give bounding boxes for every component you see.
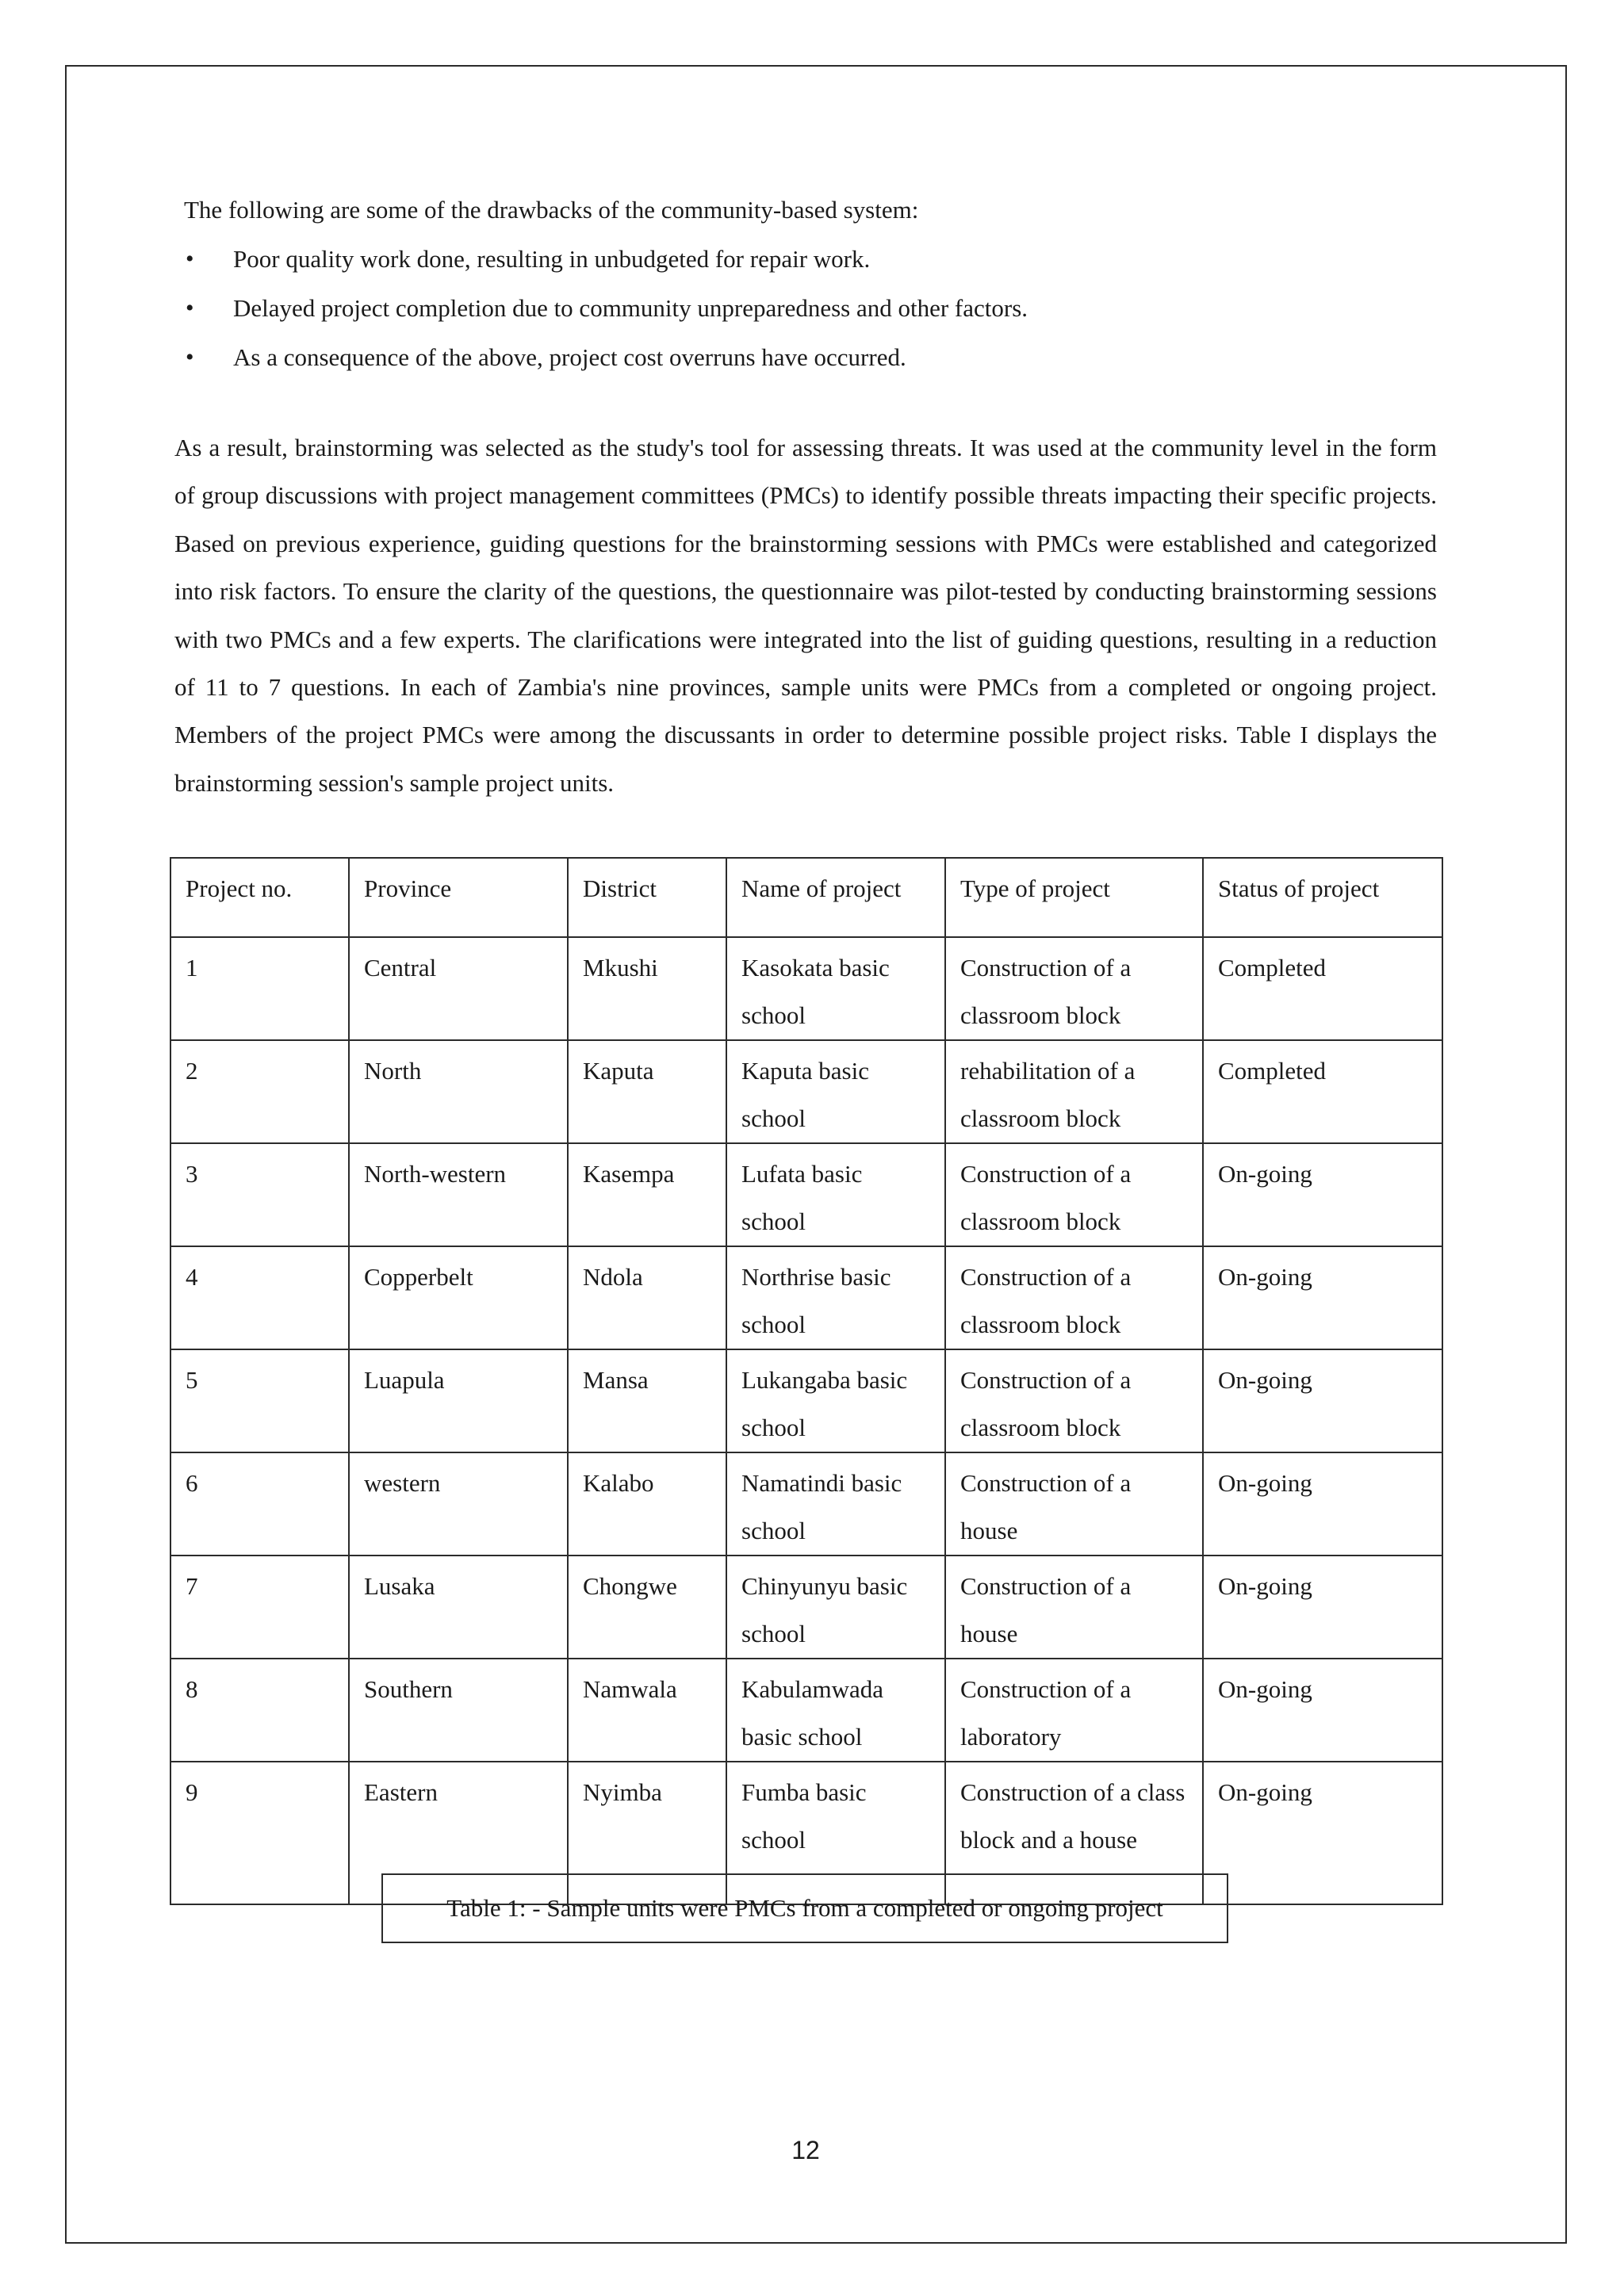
table-row: [170, 937, 1442, 1040]
cell-district: Nyimba: [568, 1762, 726, 1904]
cell-type-of-project: Construction of a classroom block: [945, 937, 1203, 1040]
cell-type-of-project: Construction of a classroom block: [945, 1349, 1203, 1452]
list-item-text: As a consequence of the above, project cost overruns have occurred.: [233, 343, 906, 371]
cell-status-of-project: Completed: [1203, 1040, 1442, 1143]
cell-district: Kalabo: [568, 1452, 726, 1556]
cell-name-of-project: Namatindi basic school: [726, 1452, 945, 1556]
cell-province: Luapula: [349, 1349, 568, 1452]
list-item: [184, 342, 1437, 391]
page-number: 12: [791, 2136, 820, 2164]
table-header-row: [170, 858, 1442, 937]
header-province: Province: [349, 858, 568, 937]
list-item-text: Delayed project completion due to community unpreparedness and other factors.: [233, 294, 1028, 322]
cell-project-no: 2: [170, 1040, 349, 1143]
cell-status-of-project: On-going: [1203, 1143, 1442, 1246]
cell-status-of-project: On-going: [1203, 1762, 1442, 1904]
table-caption: Table 1: - Sample units were PMCs from a completed or ongoing project: [381, 1873, 1228, 1943]
table-row: [170, 1556, 1442, 1659]
table-row: [170, 1143, 1442, 1246]
cell-project-no: 3: [170, 1143, 349, 1246]
cell-type-of-project: Construction of a class block and a house: [945, 1762, 1203, 1904]
list-item: [184, 243, 1437, 293]
bullet-icon: •: [186, 246, 194, 272]
table-row: [170, 1349, 1442, 1452]
cell-province: North: [349, 1040, 568, 1143]
table-row: [170, 1040, 1442, 1143]
cell-district: Chongwe: [568, 1556, 726, 1659]
body-paragraph: As a result, brainstorming was selected as the study's tool for assessing threats. It was used at the community level in the form of group discussions with project management committees (PMCs) to identify possible threats impacting their specific projects. Based on previous experience, guiding questions for the brainstorming sessions with PMCs were established and categorized into risk factors. To ensure the clarity of the questions, the questionnaire was pilot-tested by conducting brainstorming sessions with two PMCs and a few experts. The clarifications were integrated into the list of guiding questions, resulting in a reduction of 11 to 7 questions. In each of Zambia's nine provinces, sample units were PMCs from a completed or ongoing project. Members of the project PMCs were among the discussants in order to determine possible project risks. Table I displays the brainstorming session's sample project units.: [174, 434, 1437, 797]
list-item: [184, 293, 1437, 342]
cell-district: Namwala: [568, 1659, 726, 1762]
intro-text: The following are some of the drawbacks of the community-based system:: [184, 196, 919, 224]
bullet-icon: •: [186, 344, 194, 370]
table-row: [170, 1246, 1442, 1349]
cell-type-of-project: Construction of a house: [945, 1556, 1203, 1659]
cell-name-of-project: Kaputa basic school: [726, 1040, 945, 1143]
header-district: District: [568, 858, 726, 937]
cell-project-no: 6: [170, 1452, 349, 1556]
cell-type-of-project: Construction of a house: [945, 1452, 1203, 1556]
cell-status-of-project: On-going: [1203, 1349, 1442, 1452]
list-item-text: Poor quality work done, resulting in unbudgeted for repair work.: [233, 245, 871, 273]
cell-project-no: 8: [170, 1659, 349, 1762]
table-row: [170, 1452, 1442, 1556]
cell-project-no: 7: [170, 1556, 349, 1659]
cell-status-of-project: On-going: [1203, 1556, 1442, 1659]
cell-type-of-project: Construction of a laboratory: [945, 1659, 1203, 1762]
cell-name-of-project: Kabulamwada basic school: [726, 1659, 945, 1762]
cell-province: North-western: [349, 1143, 568, 1246]
cell-province: western: [349, 1452, 568, 1556]
cell-type-of-project: Construction of a classroom block: [945, 1143, 1203, 1246]
header-project-no: Project no.: [170, 858, 349, 937]
cell-province: Southern: [349, 1659, 568, 1762]
cell-name-of-project: Lukangaba basic school: [726, 1349, 945, 1452]
sample-units-table: [170, 857, 1443, 1905]
cell-status-of-project: On-going: [1203, 1659, 1442, 1762]
cell-project-no: 9: [170, 1762, 349, 1904]
cell-district: Mkushi: [568, 937, 726, 1040]
bullet-icon: •: [186, 295, 194, 321]
cell-status-of-project: On-going: [1203, 1246, 1442, 1349]
cell-district: Mansa: [568, 1349, 726, 1452]
cell-province: Central: [349, 937, 568, 1040]
cell-district: Kaputa: [568, 1040, 726, 1143]
cell-name-of-project: Northrise basic school: [726, 1246, 945, 1349]
cell-province: Lusaka: [349, 1556, 568, 1659]
header-type-of-project: Type of project: [945, 858, 1203, 937]
cell-district: Ndola: [568, 1246, 726, 1349]
cell-status-of-project: On-going: [1203, 1452, 1442, 1556]
drawbacks-list: [184, 243, 1437, 391]
cell-type-of-project: Construction of a classroom block: [945, 1246, 1203, 1349]
cell-project-no: 1: [170, 937, 349, 1040]
cell-name-of-project: Kasokata basic school: [726, 937, 945, 1040]
cell-district: Kasempa: [568, 1143, 726, 1246]
cell-name-of-project: Lufata basic school: [726, 1143, 945, 1246]
cell-province: Eastern: [349, 1762, 568, 1904]
table-row: [170, 1659, 1442, 1762]
cell-type-of-project: rehabilitation of a classroom block: [945, 1040, 1203, 1143]
cell-name-of-project: Fumba basic school: [726, 1762, 945, 1904]
header-name-of-project: Name of project: [726, 858, 945, 937]
cell-project-no: 5: [170, 1349, 349, 1452]
cell-project-no: 4: [170, 1246, 349, 1349]
cell-name-of-project: Chinyunyu basic school: [726, 1556, 945, 1659]
cell-status-of-project: Completed: [1203, 937, 1442, 1040]
cell-province: Copperbelt: [349, 1246, 568, 1349]
header-status-of-project: Status of project: [1203, 858, 1442, 937]
